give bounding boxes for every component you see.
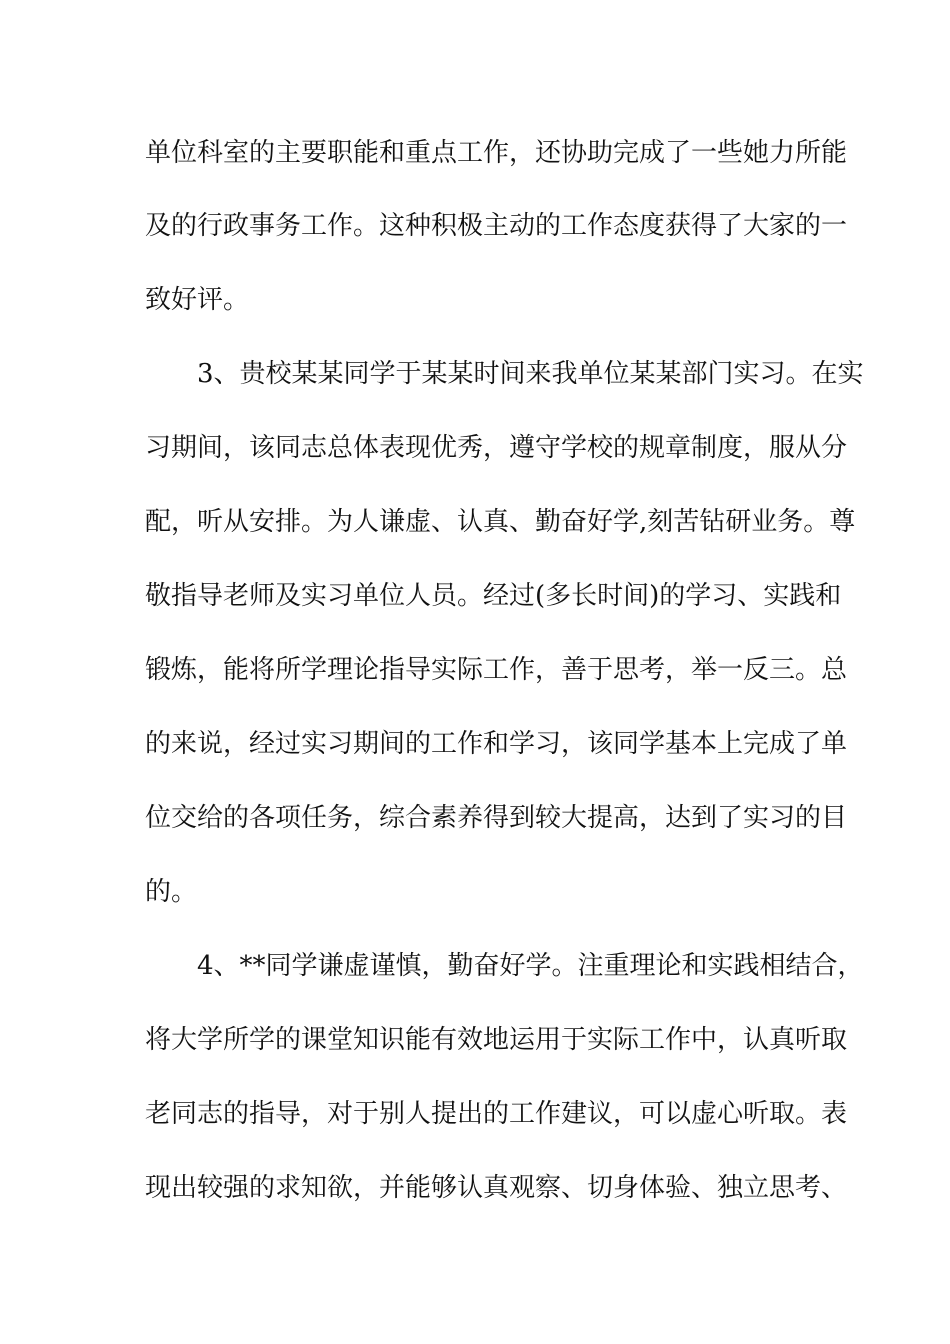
- text-line: 锻炼，能将所学理论指导实际工作，善于思考，举一反三。总: [145, 655, 848, 685]
- paragraph-3-first-line: 3、贵校某某同学于某某时间来我单位某某部门实习。在实: [197, 359, 864, 389]
- text-line: 单位科室的主要职能和重点工作，还协助完成了一些她力所能: [145, 138, 848, 168]
- text-line: 习期间，该同志总体表现优秀，遵守学校的规章制度，服从分: [145, 433, 848, 463]
- text-line: 老同志的指导，对于别人提出的工作建议，可以虚心听取。表: [145, 1099, 848, 1129]
- text-line: 位交给的各项任务，综合素养得到较大提高，达到了实习的目: [145, 803, 848, 833]
- text-line: 致好评。: [145, 285, 250, 315]
- text-line: 现出较强的求知欲，并能够认真观察、切身体验、独立思考、: [145, 1173, 848, 1203]
- paragraph-4-first-line: 4、**同学谦虚谨慎，勤奋好学。注重理论和实践相结合，: [197, 951, 864, 981]
- text-line: 的。: [145, 877, 198, 907]
- text-line: 的来说，经过实习期间的工作和学习，该同学基本上完成了单: [145, 729, 848, 759]
- text-line: 配，听从安排。为人谦虚、认真、勤奋好学,刻苦钻研业务。尊: [145, 507, 856, 537]
- text-line: 敬指导老师及实习单位人员。经过(多长时间)的学习、实践和: [145, 581, 842, 611]
- text-line: 将大学所学的课堂知识能有效地运用于实际工作中，认真听取: [145, 1025, 848, 1055]
- text-line: 及的行政事务工作。这种积极主动的工作态度获得了大家的一: [145, 211, 848, 241]
